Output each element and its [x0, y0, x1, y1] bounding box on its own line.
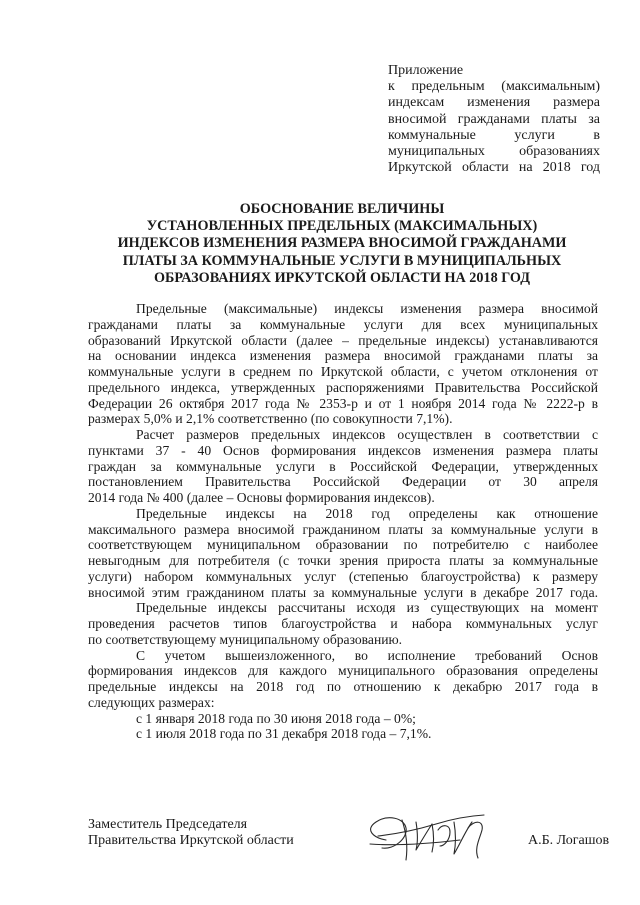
paragraph-line: Предельные индексы на 2018 год определены как отношение	[136, 505, 598, 521]
paragraph-line: максимального размера вносимой гражданином платы за коммунальные услуги в	[88, 521, 598, 537]
period-list	[88, 711, 598, 743]
document-title	[88, 201, 596, 287]
paragraph-line: коммунальные услуги в среднем по Иркутской области, с учетом отклонения от	[88, 364, 598, 379]
appendix-line: Приложение	[388, 63, 464, 78]
paragraph-line: предельные индексы на 2018 год по отношению к декабрю 2017 года в	[88, 679, 598, 694]
appendix-note	[388, 63, 600, 176]
paragraph-line: размерах 5,0% и 2,1% соответственно (по совокупности 7,1%).	[88, 411, 453, 427]
paragraph-line: проведения расчетов типов благоустройства и набора коммунальных услуг	[88, 616, 598, 631]
paragraph-2	[88, 427, 598, 506]
paragraph-line: на основании индекса изменения размера вносимой гражданами платы за	[88, 348, 598, 364]
signatory-name: А.Б. Логашов	[528, 833, 610, 848]
paragraph-line: Расчет размеров предельных индексов осуществлен в соответствии с	[136, 427, 598, 442]
paragraph-1	[88, 301, 598, 427]
paragraph-line: по соответствующему муниципальному образованию.	[88, 631, 403, 647]
title-line: ПЛАТЫ ЗА КОММУНАЛЬНЫЕ УСЛУГИ В МУНИЦИПАЛЬНЫХ	[122, 252, 562, 269]
paragraph-line: образований Иркутской области (далее – предельные индексы) устанавливаются	[88, 332, 598, 348]
appendix-line: индексам изменения размера	[388, 95, 600, 111]
paragraph-line: формирования индексов для каждого муниципального образования определены	[88, 663, 598, 679]
paragraph-line: Предельные (максимальные) индексы изменения размера вносимой	[136, 301, 598, 316]
paragraph-line: Федерации 26 октября 2017 года № 2353-р и от 1 ноября 2014 года № 2222-р в	[88, 395, 598, 411]
position-line: Заместитель Председателя	[88, 817, 248, 832]
paragraph-line: С учетом вышеизложенного, во исполнение требований Основ	[136, 647, 598, 663]
list-item: с 1 января 2018 года по 30 июня 2018 года – 0%;	[136, 710, 416, 726]
paragraph-line: услуги) набором коммунальных услуг (степенью благоустройства) к размеру	[88, 568, 598, 584]
paragraph-line: гражданами платы за коммунальные услуги для всех муниципальных	[88, 316, 598, 332]
paragraph-line: пунктами 37 - 40 Основ формирования индексов изменения размера платы	[88, 442, 598, 458]
title-line: ОБРАЗОВАНИЯХ ИРКУТСКОЙ ОБЛАСТИ НА 2018 ГОД	[154, 269, 530, 286]
title-line: УСТАНОВЛЕННЫХ ПРЕДЕЛЬНЫХ (МАКСИМАЛЬНЫХ)	[146, 218, 538, 235]
appendix-line: к предельным (максимальным)	[388, 79, 600, 95]
title-line: ИНДЕКСОВ ИЗМЕНЕНИЯ РАЗМЕРА ВНОСИМОЙ ГРАЖДАНАМИ	[117, 235, 567, 252]
paragraph-line: следующих размерах:	[88, 694, 215, 710]
paragraph-line: 2014 года № 400 (далее – Основы формирования индексов).	[88, 490, 435, 505]
paragraph-3	[88, 506, 598, 601]
appendix-line: муниципальных образованиях	[388, 144, 600, 160]
appendix-line: коммунальные услуги в	[388, 127, 600, 143]
paragraph-line: постановлением Правительства Российской Федерации от 30 апреля	[88, 474, 598, 490]
paragraph-line: невыгодным для потребителя (с точки зрения прироста платы за коммунальные	[88, 553, 598, 568]
appendix-line: вносимой гражданами платы за	[388, 111, 600, 127]
paragraph-line: предельного индекса, утвержденных распоряжениями Правительства Российской	[88, 379, 598, 395]
position-line: Правительства Иркутской области	[88, 833, 294, 848]
paragraph-4	[88, 600, 598, 647]
paragraph-line: вносимой этим гражданином платы за коммунальные услуги в декабре 2017 года.	[88, 584, 598, 600]
document-body	[88, 301, 598, 742]
paragraph-line: граждан за коммунальные услуги в Российской Федерации, утвержденных	[88, 458, 598, 474]
paragraph-line: Предельные индексы рассчитаны исходя из существующих на момент	[136, 600, 598, 616]
paragraph-line: соответствующем муниципальном образовании по потребителю с наиболее	[88, 537, 598, 553]
list-item: с 1 июля 2018 года по 31 декабря 2018 года – 7,1%.	[136, 726, 432, 742]
paragraph-5	[88, 648, 598, 711]
appendix-line: Иркутской области на 2018 год	[388, 160, 600, 176]
title-line: ОБОСНОВАНИЕ ВЕЛИЧИНЫ	[239, 201, 445, 217]
handwritten-signature	[356, 800, 506, 870]
